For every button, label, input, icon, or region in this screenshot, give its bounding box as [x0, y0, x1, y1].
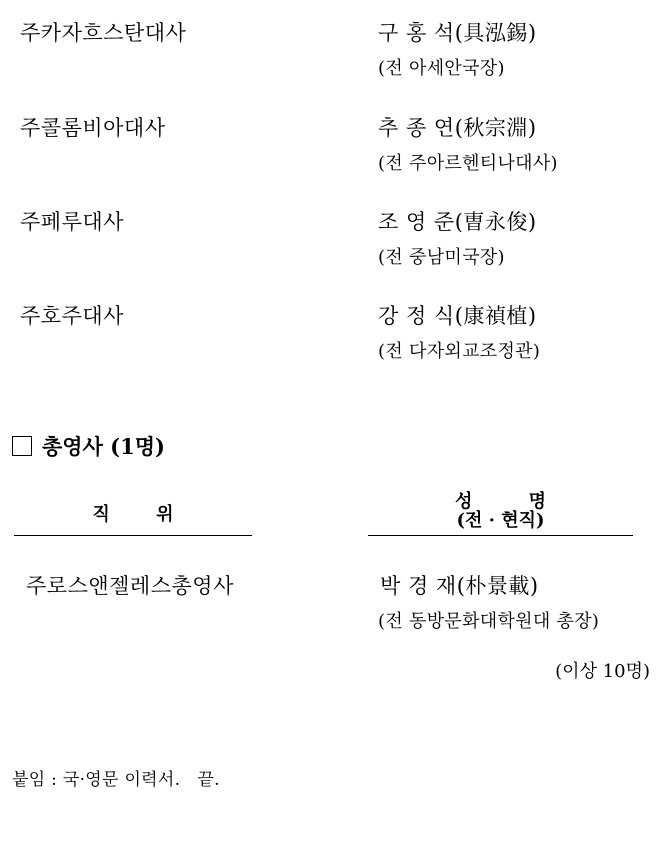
entry-name: 강 정 식(康禎植) — [378, 304, 537, 328]
column-header-name-sub: (전 · 현직) — [456, 510, 545, 531]
checkbox-square-icon — [12, 436, 32, 456]
consul-post: 주로스앤젤레스총영사 — [26, 574, 234, 598]
entry-post: 주페루대사 — [20, 210, 124, 234]
consul-name: 박 경 재(朴景載) — [380, 574, 539, 598]
entry-name: 추 종 연(秋宗淵) — [378, 116, 537, 140]
column-header-name: 성 명 — [454, 491, 547, 512]
header-rule-left — [14, 535, 252, 536]
entry-previous-position: (전 중남미국장) — [378, 247, 505, 268]
entry-previous-position: (전 주아르헨티나대사) — [378, 153, 558, 174]
entry-name: 구 홍 석(具泓錫) — [378, 21, 537, 45]
entry-post: 주카자흐스탄대사 — [20, 21, 187, 45]
consul-previous-position: (전 동방문화대학원대 총장) — [378, 611, 600, 632]
header-rule-right — [368, 535, 633, 536]
entry-previous-position: (전 다자외교조정관) — [378, 341, 541, 362]
entry-post: 주콜롬비아대사 — [20, 116, 166, 140]
entry-previous-position: (전 아세안국장) — [378, 58, 505, 79]
section-title — [12, 434, 165, 460]
entry-name: 조 영 준(曺永俊) — [378, 210, 537, 234]
column-header-post: 직 위 — [92, 504, 174, 525]
section-title-text: 총영사 (1명) — [42, 434, 165, 459]
entry-post: 주호주대사 — [20, 304, 124, 328]
attachment-note: 붙임 : 국·영문 이력서. 끝. — [12, 770, 220, 790]
total-count: (이상 10명) — [555, 661, 650, 682]
